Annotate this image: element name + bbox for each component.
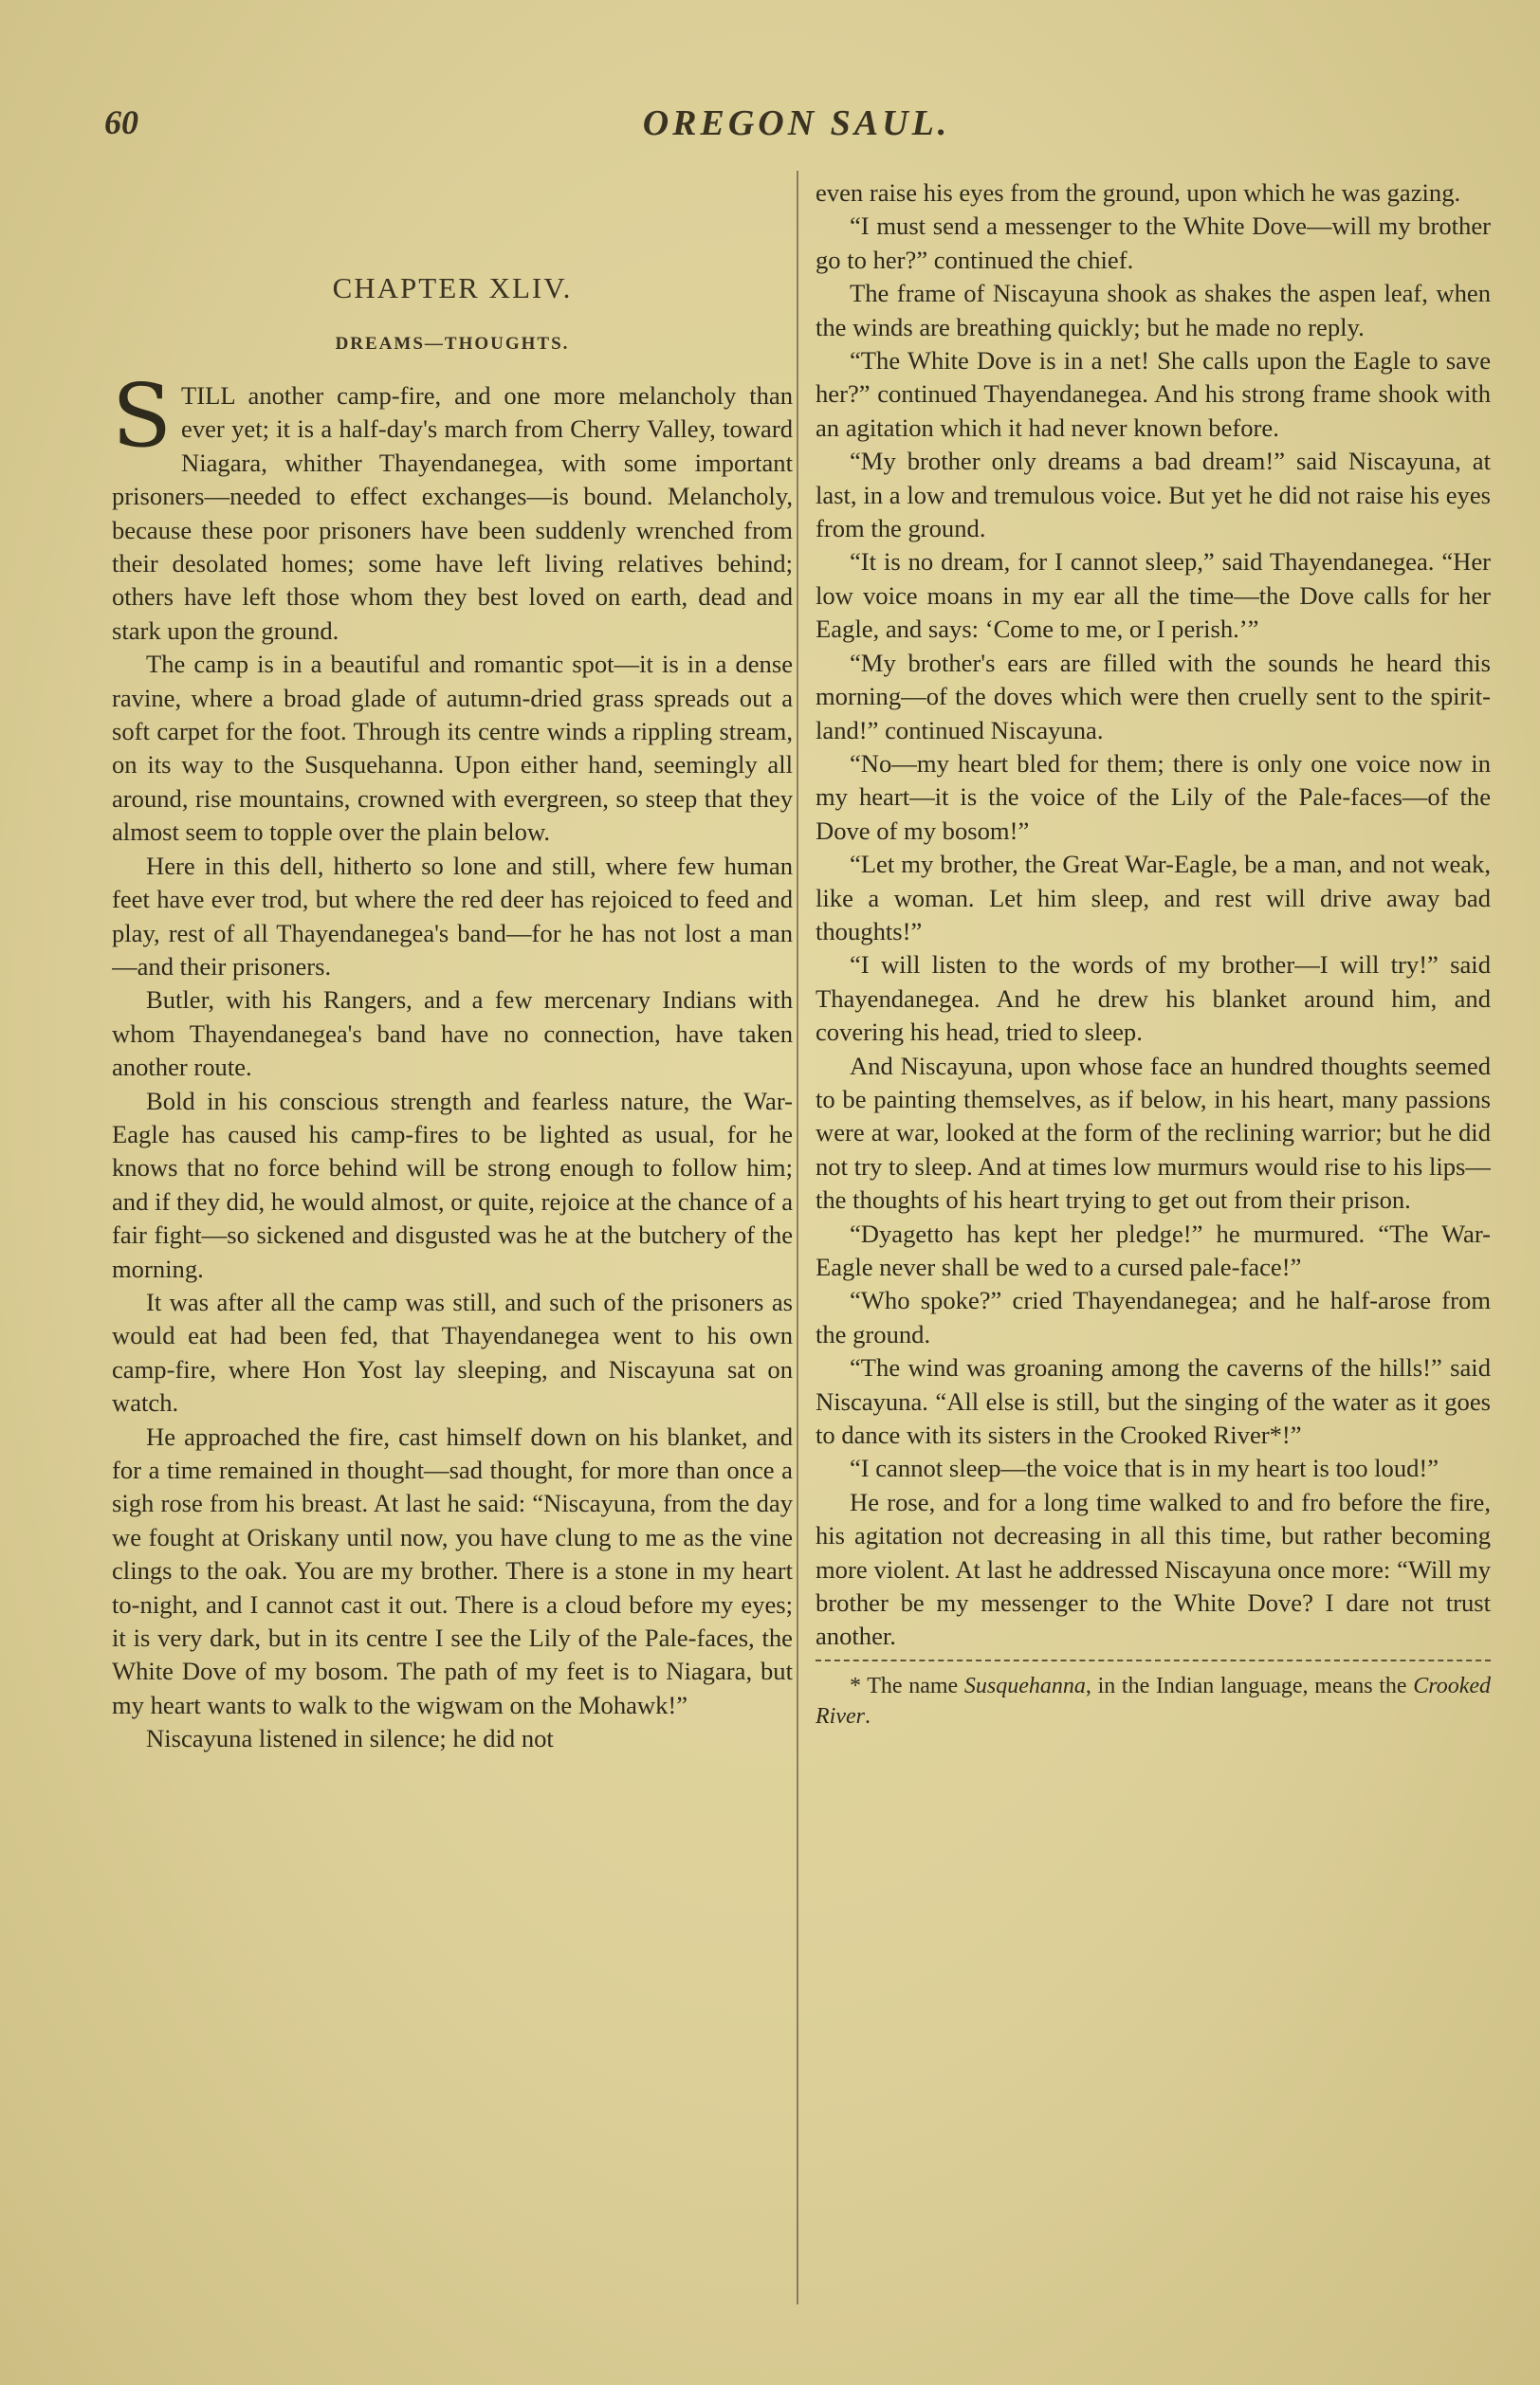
running-title: OREGON SAUL. xyxy=(642,103,951,143)
right-column xyxy=(816,176,1491,2301)
paragraph: “My brother's ears are filled with the sounds he heard this morning—of the doves which were then cruelly sent to the spirit-land!” continued Niscayuna. xyxy=(816,648,1491,744)
paragraph: The camp is in a beautiful and romantic spot—it is in a dense ravine, where a broad glade of autumn-dried grass spreads out a soft carpet for the foot. Through its centre winds a rippling stream, on its way to the Susquehanna. Upon either hand, seemingly all around, rise mountains, crowned with evergreen, so steep that they almost seem to topple over the plain below. xyxy=(112,650,793,847)
paragraph: “I must send a messenger to the White Dove—will my brother go to her?” continued the chief. xyxy=(816,211,1491,274)
page-number: 60 xyxy=(104,103,138,141)
paragraph: Here in this dell, hitherto so lone and still, where few human feet have ever trod, but where the red deer has rejoiced to feed and play, rest of all Thayendanegea's band—for he has not lost a man—and their prisoners. xyxy=(112,851,793,981)
column-divider xyxy=(797,171,798,2304)
drop-cap: S xyxy=(112,365,173,467)
footnote xyxy=(816,1671,1491,1732)
footnote-middle: , in the Indian language, means the xyxy=(1085,1673,1414,1698)
opening-paragraph xyxy=(112,365,793,648)
footnote-separator xyxy=(816,1660,1491,1661)
continued-paragraph: even raise his eyes from the ground, upon which he was gazing. xyxy=(816,178,1461,207)
footnote-lead: * The name xyxy=(850,1673,964,1698)
footnote-meaning: Crooked River xyxy=(816,1673,1491,1729)
paragraph: “It is no dream, for I cannot sleep,” said Thayendanegea. “Her low voice moans in my ear all the time—the Dove calls for her Eagle, and says: ‘Come to me, or I perish.’” xyxy=(816,547,1491,644)
left-column xyxy=(112,178,793,2302)
paragraph: Niscayuna listened in silence; he did not xyxy=(146,1724,554,1753)
paragraph: The frame of Niscayuna shook as shakes the aspen leaf, when the winds are breathing quickly; but he made no reply. xyxy=(816,279,1491,341)
footnote-end: . xyxy=(864,1703,871,1729)
paragraph: He rose, and for a long time walked to and fro before the fire, his agitation not decreasing in all this time, but rather becoming more violent. At last he addressed Niscayuna once more: “Will my brother be my messenger to the White Dove? I dare not trust another. xyxy=(816,1487,1491,1651)
chapter-subtitle: DREAMS—THOUGHTS. xyxy=(335,334,570,354)
paragraph: “I cannot sleep—the voice that is in my heart is too loud!” xyxy=(850,1454,1439,1483)
paragraph: Butler, with his Rangers, and a few mercenary Indians with whom Thayendanegea's band have no connection, have taken another route. xyxy=(112,985,793,1082)
paragraph: “I will listen to the words of my brother—I will try!” said Thayendanegea. And he drew his blanket around him, and covering his head, tried to sleep. xyxy=(816,950,1491,1047)
paragraph: “The wind was groaning among the caverns of the hills!” said Niscayuna. “All else is still, but the singing of the water as it goes to dance with its sisters in the Crooked River*!” xyxy=(816,1353,1491,1450)
footnote-term: Susquehanna xyxy=(963,1673,1086,1698)
paragraph: “No—my heart bled for them; there is only one voice now in my heart—it is the voice of the Lily of the Pale-faces—of the Dove of my bosom!” xyxy=(816,748,1491,845)
paragraph: “Let my brother, the Great War-Eagle, be a man, and not weak, like a woman. Let him sleep, and rest will drive away bad thoughts!” xyxy=(816,850,1491,945)
paragraph: Bold in his conscious strength and fearless nature, the War-Eagle has caused his camp-fires to be lighted as usual, for he knows that no force behind will be strong enough to follow him; and if they did, he would almost, or quite, rejoice at the chance of a fair fight—so sickened and disgusted was he at the butchery of the morning. xyxy=(112,1086,793,1283)
paragraph: “My brother only dreams a bad dream!” said Niscayuna, at last, in a low and tremulous voice. But yet he did not raise his eyes from the ground. xyxy=(816,447,1491,543)
paragraph: “Dyagetto has kept her pledge!” he murmured. “The War-Eagle never shall be wed to a cursed pale-face!” xyxy=(816,1219,1491,1281)
chapter-title: CHAPTER XLIV. xyxy=(332,271,573,304)
opening-paragraph-text: TILL another camp-fire, and one more melancholy than ever yet; it is a half-day's march from Cherry Valley, toward Niagara, whither Thayendanegea, with some important prisoners—needed to effect exchanges—is bound. Melancholy, because these poor prisoners have been suddenly wrenched from their desolated homes; some have left living relatives behind; others have left those whom they best loved on earth, dead and stark upon the ground. xyxy=(112,381,793,645)
paragraph: He approached the fire, cast himself down on his blanket, and for a time remained in thought—sad thought, for more than once a sigh rose from his breast. At last he said: “Niscayuna, from the day we fought at Oriskany until now, you have clung to me as the vine clings to the oak. You are my brother. There is a stone in my heart to-night, and I cannot cast it out. There is a cloud before my eyes; it is very dark, but in its centre I see the Lily of the Pale-faces, the White Dove of my bosom. The path of my feet is to Niagara, but my heart wants to walk to the wigwam on the Mohawk!” xyxy=(112,1422,793,1719)
paragraph: “The White Dove is in a net! She calls upon the Eagle to save her?” continued Thayendanegea. And his strong frame shook with an agitation which it had never known before. xyxy=(816,346,1491,442)
paragraph: And Niscayuna, upon whose face an hundred thoughts seemed to be painting themselves, as if below, in his heart, many passions were at war, looked at the form of the reclining warrior; but he did not try to sleep. And at times low murmurs would rise to his lips—the thoughts of his heart trying to get out from their prison. xyxy=(816,1051,1491,1215)
paragraph: It was after all the camp was still, and such of the prisoners as would eat had been fed, that Thayendanegea went to his own camp-fire, where Hon Yost lay sleeping, and Niscayuna sat on watch. xyxy=(112,1287,793,1418)
paragraph: “Who spoke?” cried Thayendanegea; and he half-arose from the ground. xyxy=(816,1286,1491,1348)
running-head xyxy=(104,102,1489,150)
